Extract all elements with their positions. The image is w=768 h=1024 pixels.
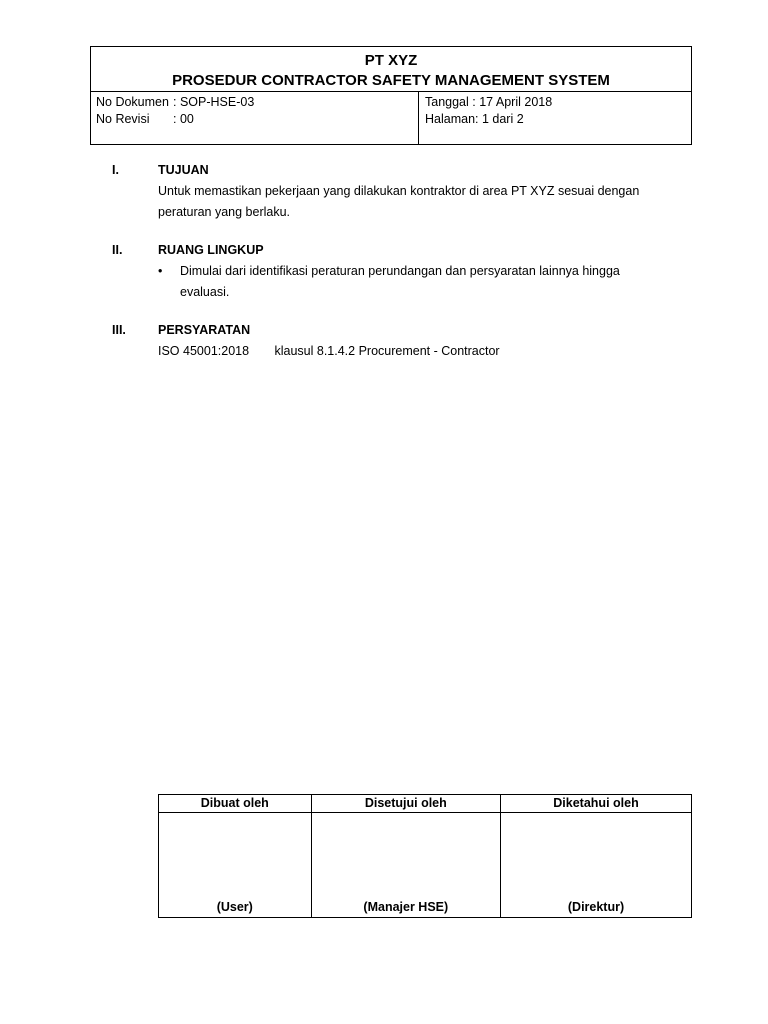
signature-table [158, 794, 692, 918]
section-persyaratan [112, 323, 672, 363]
section-title: TUJUAN [158, 163, 209, 177]
header-title-block [91, 47, 691, 92]
page-text: Halaman: 1 dari 2 [425, 112, 524, 126]
bullet-icon: • [158, 264, 163, 278]
company-name: PT XYZ [364, 52, 418, 69]
signature-header-created: Dibuat oleh [159, 795, 312, 813]
section-tujuan [112, 163, 672, 223]
section-number: III. [112, 323, 126, 337]
bullet-text: Dimulai dari identifikasi peraturan perundangan dan persyaratan lainnya hingga evaluasi. [180, 264, 620, 299]
clause-text: klausul 8.1.4.2 Procurement - Contractor [274, 344, 500, 358]
signature-director: (Direktur) [501, 813, 692, 918]
revision-row [96, 111, 413, 128]
header-meta [91, 92, 691, 144]
section-body [158, 261, 658, 303]
signature-header-acknowledged: Diketahui oleh [501, 795, 692, 813]
revision-label: No Revisi [96, 112, 150, 126]
revision-value: : 00 [173, 112, 194, 126]
section-number: I. [112, 163, 119, 177]
meta-left-cell [91, 92, 419, 144]
doc-number-label: No Dokumen [96, 95, 169, 109]
section-title: RUANG LINGKUP [158, 243, 264, 257]
section-ruang-lingkup [112, 243, 672, 303]
section-body: Untuk memastikan pekerjaan yang dilakukan kontraktor di area PT XYZ sesuai dengan peraturan yang berlaku. [158, 184, 640, 219]
standard-text: ISO 45001:2018 [158, 344, 250, 358]
signature-row [159, 813, 692, 918]
doc-number-value: : SOP-HSE-03 [173, 95, 255, 109]
list-item [158, 261, 658, 303]
date-text: Tanggal : 17 April 2018 [425, 95, 553, 109]
signature-header-approved: Disetujui oleh [311, 795, 500, 813]
signature-manager-hse: (Manajer HSE) [311, 813, 500, 918]
signature-header-row [159, 795, 692, 813]
section-title: PERSYARATAN [158, 323, 251, 337]
meta-right-cell [419, 92, 691, 144]
signature-user: (User) [159, 813, 312, 918]
document-header [90, 46, 692, 145]
section-body [158, 341, 658, 362]
doc-number-row [96, 94, 413, 111]
section-number: II. [112, 243, 123, 257]
document-title: PROSEDUR CONTRACTOR SAFETY MANAGEMENT SYSTEM [172, 72, 610, 89]
